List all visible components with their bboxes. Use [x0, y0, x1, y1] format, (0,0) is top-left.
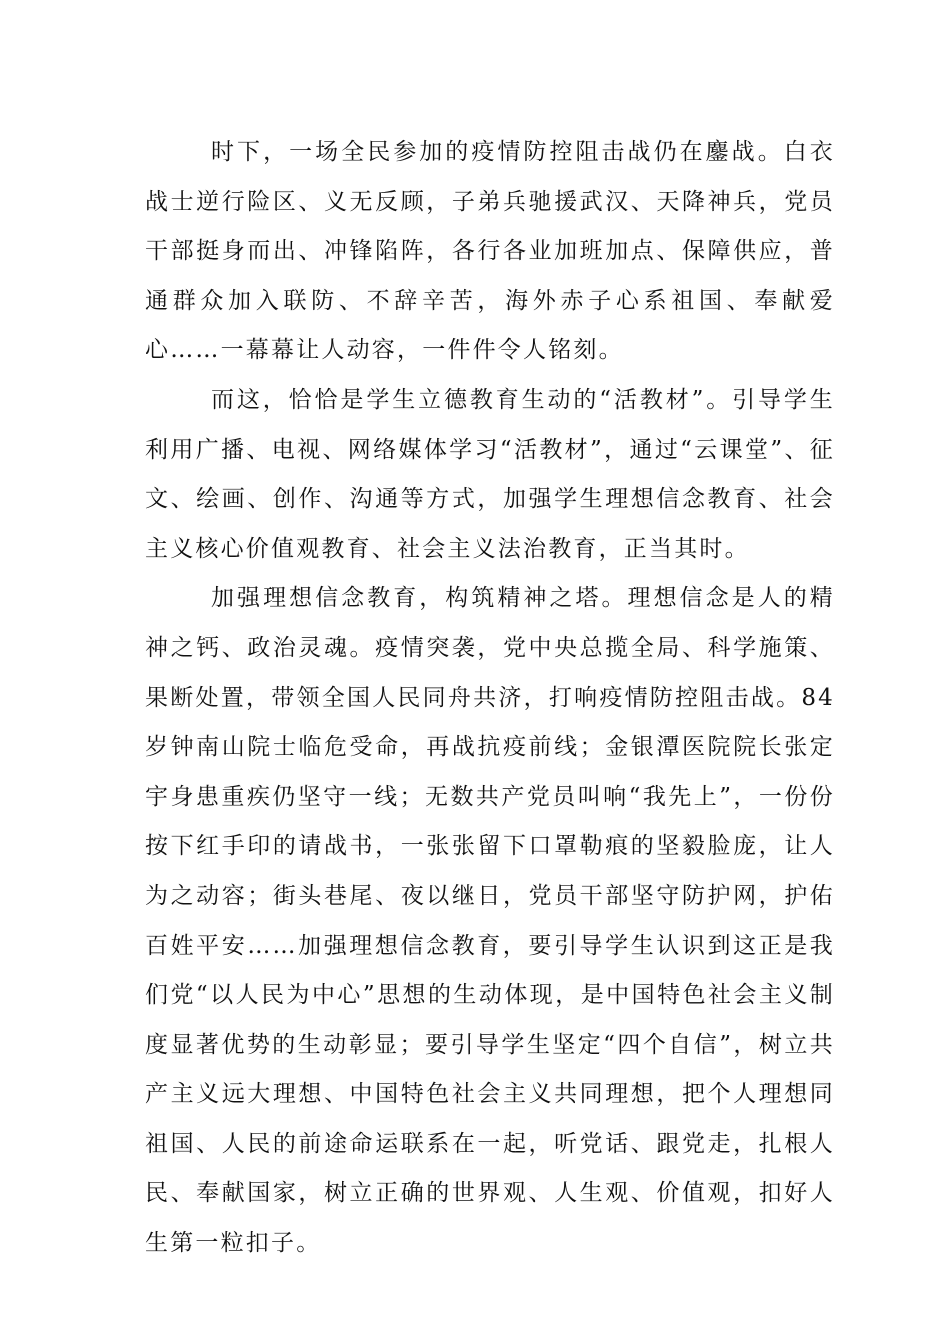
paragraph-2: 而这，恰恰是学生立德教育生动的“活教材”。引导学生利用广播、电视、网络媒体学习“活教材”，通过“云课堂”、征文、绘画、创作、沟通等方式，加强学生理想信念教育、社会主义核心价值观教育、社会主义法治教育，正当其时。 [145, 386, 835, 562]
paragraph-1: 时下，一场全民参加的疫情防控阻击战仍在鏖战。白衣战士逆行险区、义无反顾，子弟兵驰援武汉、天降神兵，党员干部挺身而出、冲锋陷阵，各行各业加班加点、保障供应，普通群众加入联防、不辞辛苦，海外赤子心系祖国、奉献爱心……一幕幕让人动容，一件件令人铭刻。 [145, 139, 835, 364]
paragraph-3: 加强理想信念教育，构筑精神之塔。理想信念是人的精神之钙、政治灵魂。疫情突袭，党中央总揽全局、科学施策、果断处置，带领全国人民同舟共济，打响疫情防控阻击战。84岁钟南山院士临危受命，再战抗疫前线；金银潭医院院长张定宇身患重疾仍坚守一线；无数共产党员叫响“我先上”，一份份按下红手印的请战书，一张张留下口罩勒痕的坚毅脸庞，让人为之动容；街头巷尾、夜以继日，党员干部坚守防护网，护佑百姓平安……加强理想信念教育，要引导学生认识到这正是我们党“以人民为中心”思想的生动体现，是中国特色社会主义制度显著优势的生动彰显；要引导学生坚定“四个自信”，树立共产主义远大理想、中国特色社会主义共同理想，把个人理想同祖国、人民的前途命运联系在一起，听党话、跟党走，扎根人民、奉献国家，树立正确的世界观、人生观、价值观，扣好人生第一粒扣子。 [145, 585, 835, 1257]
document-body [145, 128, 835, 1269]
